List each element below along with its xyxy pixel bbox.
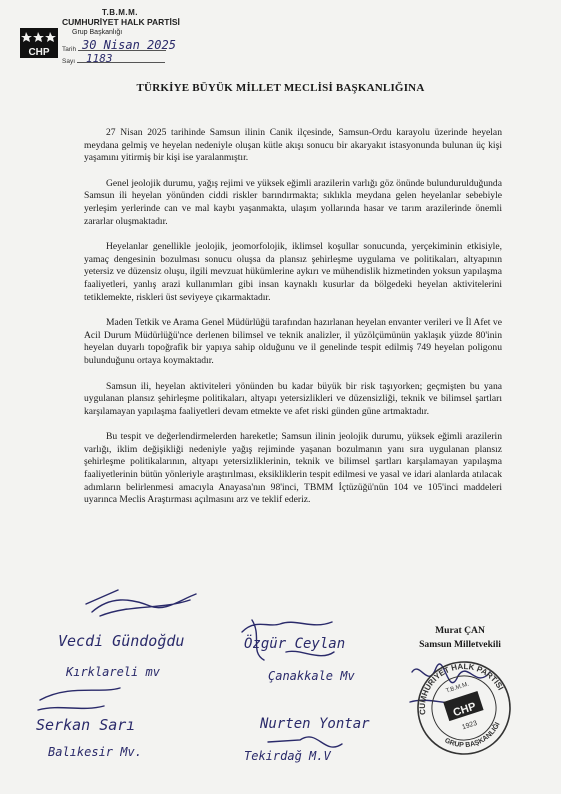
number-value: 1183: [86, 52, 113, 65]
signature-scribble-1: [86, 590, 196, 616]
paragraph-3: Heyelanlar genellikle jeolojik, jeomorfolojik, iklimsel koşullar sonucunda, yerçekiminin etkisiyle, yamaç dengesinin bozulması sonucu oluşsa da plansız şehirleşme uygulama ve politikaları, altyapının yetersiz ve düzensiz oluşu, ilgili mevzuat hükümlerine aykırı ve mühendislik hizmetinden yoksun yapılaşma faaliyetleri, yanlış arazi kullanımları gibi insan kaynaklı kusurlar da bölgedeki heyelan aktivitelerini tetiklemekte, riskleri üst seviyeye çıkarmaktadır.: [84, 241, 502, 303]
seal-top-text: T.B.M.M.: [445, 681, 470, 695]
logo-text: CHP: [28, 47, 50, 58]
date-value: 30 Nisan 2025: [82, 38, 176, 52]
date-label: Tarih: [62, 46, 77, 53]
seal-ring-text: CUMHURİYET HALK PARTİSİ: [417, 661, 506, 716]
seal-year: 1923: [461, 719, 479, 732]
letterhead-group: Grup Başkanlığı: [72, 29, 123, 36]
paragraph-1: 27 Nisan 2025 tarihinde Samsun ilinin Canik ilçesinde, Samsun-Ordu karayolu üzerinde heyelan meydana gelmiş ve heyelan nedeniyle oluşan kütle akışı sonucu bir akaryakıt istasyonunda bulunan üç kişi yaşamını yitirmiş bir kişi ise yaralanmıştır.: [84, 127, 502, 164]
signatory-name: Murat ÇAN: [435, 625, 485, 636]
paragraph-4: Maden Tetkik ve Arama Genel Müdürlüğü tarafından hazırlanan heyelan envanter verileri ve İl Afet ve Acil Durum Müdürlüğü'nce derlenen bilimsel ve teknik analizler, il yüzölçümünün yaklaşık yüzde 80'inin heyelan duyarlı topoğrafik bir yapıya sahip olduğunu ve il genelinde tespit edilmiş 749 heyelan poligonu bulunduğunu ortaya koymaktadır.: [84, 317, 502, 366]
signature-scribble-3: [38, 688, 120, 710]
letterhead-tbmm: T.B.M.M.: [102, 8, 138, 17]
sig-2-city: Çanakkale Mv: [268, 669, 355, 683]
seal-center-text: CHP: [451, 700, 478, 720]
sig-3-name: Serkan Sarı: [36, 716, 136, 734]
sig-1-name: Vecdi Gündoğdu: [58, 632, 185, 650]
sig-4-city: Tekirdağ M.V: [244, 749, 331, 763]
sig-4-name: Nurten Yontar: [260, 716, 370, 732]
paragraph-2: Genel jeolojik durumu, yağış rejimi ve yüksek eğimli arazilerin varlığı göz önünde bulundurulduğunda Samsun ili heyelan yönünden ciddi riskler barındırmakta; sıklıkla meydana gelen heyelanlar sebebiyle yerleşim yerlerinde can ve mal kaybı yaşanmakta, ulaşım yollarında hasar ve tarım arazilerinde önemli zararlar oluşmaktadır.: [84, 177, 502, 227]
party-seal-icon: [406, 650, 522, 766]
letterhead-party: CUMHURİYET HALK PARTİSİ: [62, 17, 180, 27]
sig-2-name: Özgür Ceylan: [244, 636, 346, 652]
paragraph-5: Samsun ili, heyelan aktiviteleri yönünden bu kadar büyük bir risk taşıyorken; geçmişten bu yana uygulanan plansız şehirleşme politikaları, altyapı yetersizlikleri ve düzensizliği, teknik ve bilimsel şartları karşılamayan yapılaşma faaliyetleri devam etmekte ve afet riski günden güne artmaktadır.: [84, 380, 502, 417]
paragraph-6: Bu tespit ve değerlendirmelerden hareketle; Samsun ilinin jeolojik durumu, yüksek eğimli arazilerin varlığı, iklim değişikliği nedeniyle yağış rejiminde yaşanan bozulmanın yanı sıra uygulanan plansız şehirleşme politikalarının, altyapı yetersizliklerinin, teknik ve bilimsel şartları karşılamayan yapılaşma faaliyetlerinin bütün yönleriyle araştırılması, eksikliklerin tespit edilmesi ve yasal ve idari alanlarda atılacak adımların belirlenmesi amacıyla Anayasa'nın 98'inci, TBMM İçtüzüğü'nün 104 ve 105'inci maddeleri uyarınca Meclis Araştırması açılmasını arz ve teklif ederiz.: [84, 431, 502, 506]
number-label: Sayı: [62, 58, 76, 65]
sig-3-city: Balıkesir Mv.: [48, 745, 142, 759]
seal-bottom-text: GRUP BAŞKANLIĞI: [443, 721, 502, 750]
signatory-title: Samsun Milletvekili: [419, 639, 501, 650]
document-title: TÜRKİYE BÜYÜK MİLLET MECLİSİ BAŞKANLIĞINA: [136, 82, 425, 94]
signature-scribble-4: [268, 737, 342, 747]
sig-1-city: Kırklareli mv: [66, 665, 160, 679]
